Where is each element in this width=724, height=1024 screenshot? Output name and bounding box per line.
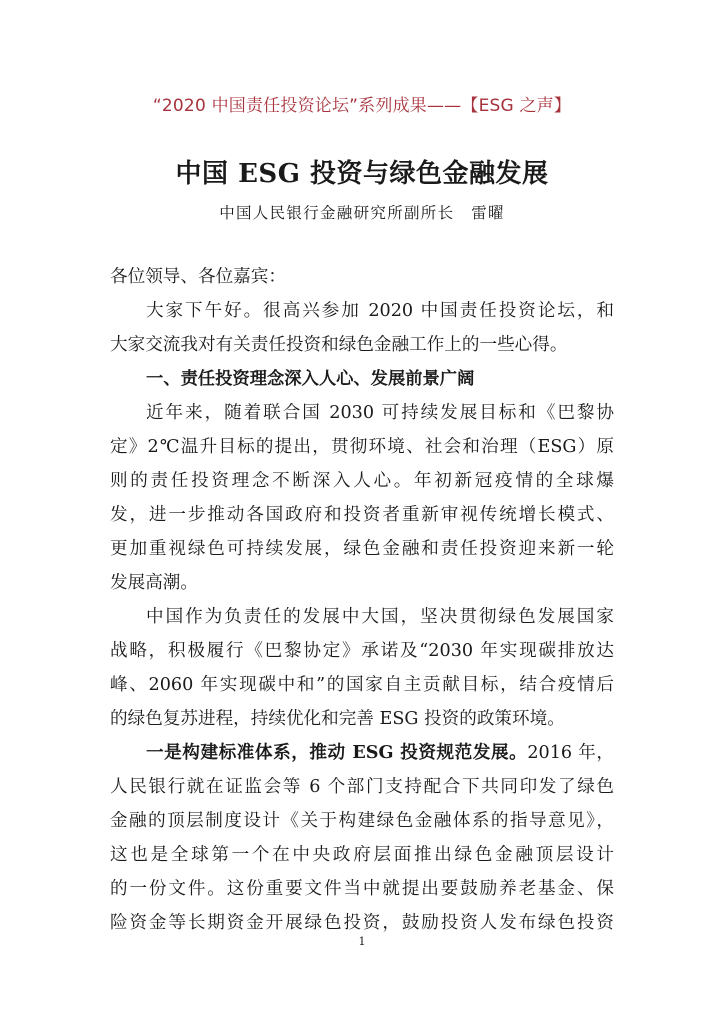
- paragraph-line: 大家交流我对有关责任投资和绿色金融工作上的一些心得。: [110, 335, 568, 355]
- paragraph-line: 这也是全球第一个在中央政府层面推出绿色金融顶层设计: [110, 845, 614, 865]
- paragraph-line: 近年来，随着联合国 2030 可持续发展目标和《巴黎协: [146, 403, 614, 423]
- document-title: 中国 ESG 投资与绿色金融发展: [175, 159, 549, 189]
- paragraph-line: 发，进一步推动各国政府和投资者重新审视传统增长模式、: [110, 505, 614, 525]
- paragraph-line: [146, 739, 614, 767]
- paragraph-line: 发展高潮。: [110, 573, 198, 593]
- paragraph-line: 金融的顶层制度设计《关于构建绿色金融体系的指导意见》，: [110, 811, 614, 831]
- page-number: 1: [358, 935, 366, 948]
- paragraph-line: 战略，积极履行《巴黎协定》承诺及“2030 年实现碳排放达: [110, 641, 614, 661]
- paragraph-line: 的一份文件。这份重要文件当中就提出要鼓励养老基金、保: [110, 879, 614, 899]
- paragraph-line: 峰、2060 年实现碳中和”的国家自主贡献目标，结合疫情后: [110, 675, 614, 695]
- paragraph-line: 定》2℃温升目标的提出，贯彻环境、社会和治理（ESG）原: [110, 437, 614, 457]
- series-header: “2020 中国责任投资论坛”系列成果——【ESG 之声】: [152, 96, 572, 116]
- paragraph-line: 则的责任投资理念不断深入人心。年初新冠疫情的全球爆: [110, 471, 614, 491]
- paragraph-line: 更加重视绿色可持续发展，绿色金融和责任投资迎来新一轮: [110, 539, 614, 559]
- bold-lead: 一是构建标准体系，推动 ESG 投资规范发展。: [146, 742, 528, 763]
- paragraph-line: 人民银行就在证监会等 6 个部门支持配合下共同印发了绿色: [110, 777, 614, 797]
- salutation: 各位领导、各位嘉宾：: [110, 267, 286, 287]
- paragraph-line: 大家下午好。很高兴参加 2020 中国责任投资论坛，和: [146, 301, 614, 321]
- section-heading: 一、责任投资理念深入人心、发展前景广阔: [146, 369, 475, 389]
- paragraph-line: 中国作为负责任的发展中大国，坚决贯彻绿色发展国家: [146, 607, 614, 627]
- paragraph-text: 2016 年，: [527, 743, 614, 763]
- author-line: 中国人民银行金融研究所副所长 雷曜: [219, 204, 505, 222]
- paragraph-line: 的绿色复苏进程，持续优化和完善 ESG 投资的政策环境。: [110, 709, 565, 729]
- paragraph-line: 险资金等长期资金开展绿色投资，鼓励投资人发布绿色投资: [110, 913, 614, 933]
